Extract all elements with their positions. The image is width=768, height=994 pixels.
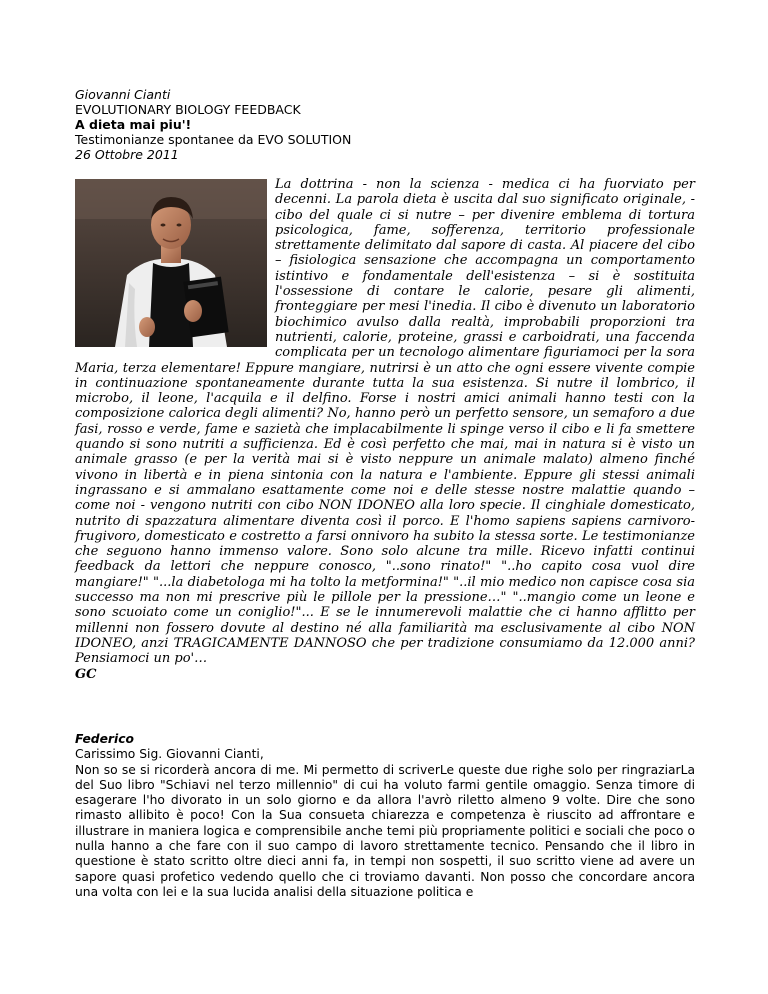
article-date: 26 Ottobre 2011 <box>75 147 179 162</box>
author-name: Giovanni Cianti <box>75 87 171 102</box>
series-title: EVOLUTIONARY BIOLOGY FEEDBACK <box>75 102 301 117</box>
testimonial-letter <box>75 732 695 900</box>
intro-signature: GC <box>75 666 97 682</box>
intro-text: La dottrina - non la scienza - medica ci ha fuorviato per decenni. La parola dieta è uscita dal suo significato originale, - cibo del quale ci si nutre – per divenire emblema di tortura psicologica, fame, sofferenza, territorio professionale strettamente delimitato dal sapore di casta. Al piacere del cibo – fisiologica sensazione che accompagna un comportamento istintivo e fondamentale dell'esistenza – si è sostituita l'ossessione di contare le calorie, pesare gli alimenti, fronteggiare per mesi l'inedia. Il cibo è divenuto un laboratorio biochimico avulso dalla realtà, improbabili proporzioni tra nutrienti, calorie, proteine, grassi e carboidrati, una faccenda complicata per un tecnologo alimentare figuriamoci per la sora Maria, terza elementare! Eppure mangiare, nutrirsi è un atto che ogni essere vivente compie in continuazione spontaneamente durante tutta la sua esistenza. Si nutre il lombrico, il microbo, il leone, l'acquila e il delfino. Forse i nostri amici animali hanno testi con la composizione calorica degli alimenti? No, hanno però un perfetto sensore, un semaforo a due fasi, rosso e verde, fame e sazietà che implacabilmente li spinge verso il cibo e li fa smettere quando si sono nutriti a sufficienza. Ed è così perfetto che mai, mai in natura si è visto un animale grasso (e per la verità mai si è visto neppure un animale malato) almeno finché vivono in libertà e in piena sintonia con la natura e l'ambiente. Eppure gli stessi animali ingrassano e si ammalano esattamente come noi e delle stesse nostre malattie quando – come noi - vengono nutriti con cibo NON IDONEO alla loro specie. Il cinghiale domesticato, nutrito di spazzatura alimentare diventa così il porco. E l'homo sapiens sapiens carnivoro-frugivoro, domesticato e costretto a farsi onnivoro ha subito la stessa sorte. Le testimonianze che seguono hanno immenso valore. Sono solo alcune tra mille. Ricevo infatti continui feedback da lettori che neppure conosco, "..sono rinato!" "..ho capito cosa vuol dire mangiare!" "...la diabetologa mi ha tolto la metformina!" "..il mio medico non capisce cosa sia successo ma non mi prescrive più le pillole per la pressione…" "..mangio come un leone e sono scuoiato come un coniglio!"... E se le innumerevoli malattie che ci hanno afflitto per millenni non fossero dovute al destino né alla familiarità ma esclusivamente al cibo NON IDONEO, anzi TRAGICAMENTE DANNOSO che per tradizione consumiamo da 12.000 anni? Pensiamoci un po'… <box>75 177 695 667</box>
author-photo <box>75 179 267 347</box>
article-subtitle: Testimonianze spontanee da EVO SOLUTION <box>75 132 352 147</box>
document-header <box>75 87 351 162</box>
testimonial-body: Non so se si ricorderà ancora di me. Mi permetto di scriverLe queste due righe solo per ringraziarLa del Suo libro "Schiavi nel terzo millennio" di cui ha voluto farmi gentile omaggio. Senza timore di esagerare l'ho divorato in un solo giorno e da allora l'avrò riletto almeno 9 volte. Dire che sono rimasto allibito è poco! Con la Sua consueta chiarezza e competenza è riuscito ad affrontare e illustrare in maniera logica e comprensibile anche temi più propriamente politici e sociali che poco o nulla hanno a che fare con il suo campo di lavoro strettamente tecnico. Pensando che il libro in questione è stato scritto oltre dieci anni fa, in tempi non sospetti, il suo scritto viene ad avere un sapore quasi profetico vedendo quello che ci troviamo davanti. Non posso che concordare ancora una volta con lei e la sua lucida analisi della situazione politica e <box>75 762 695 899</box>
intro-section <box>75 177 695 682</box>
article-title: A dieta mai piu'! <box>75 117 192 132</box>
testimonial-greeting: Carissimo Sig. Giovanni Cianti, <box>75 747 264 762</box>
testimonial-sender: Federico <box>75 732 134 746</box>
